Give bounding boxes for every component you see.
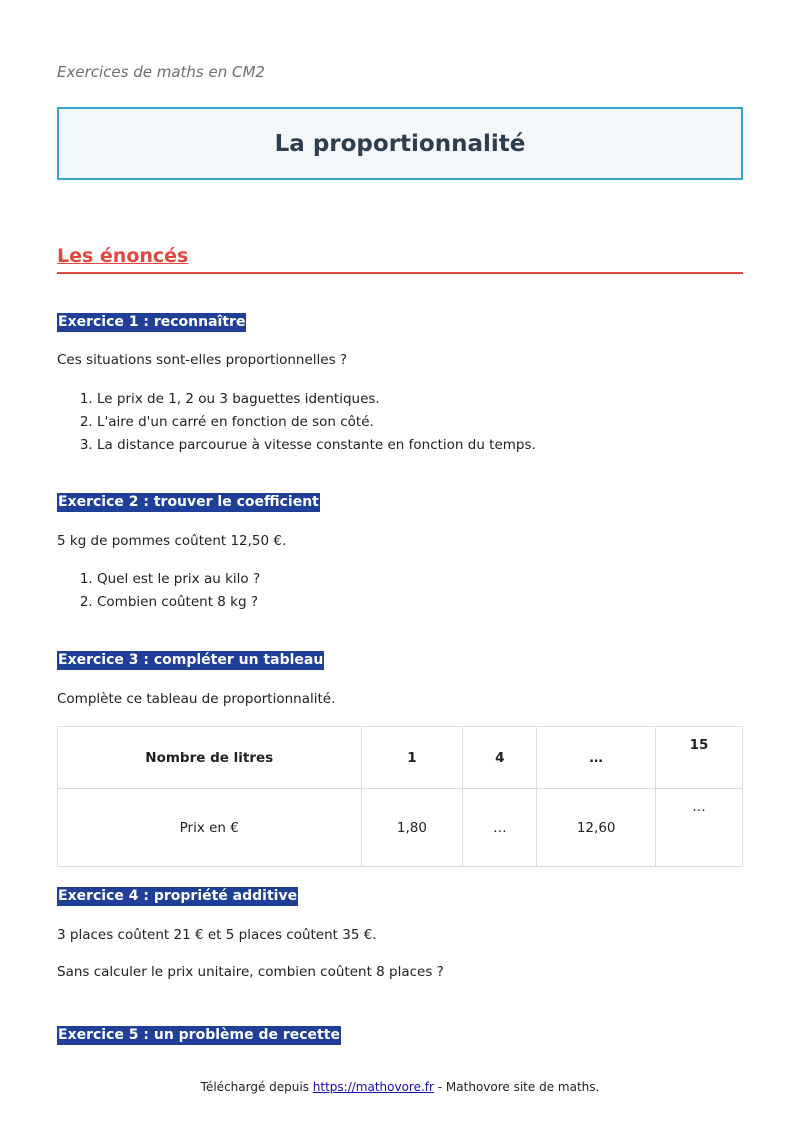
section-heading (57, 245, 743, 274)
table-row (58, 789, 743, 867)
table-cell: … (656, 789, 743, 867)
table-cell: … (537, 727, 656, 789)
page-subtitle: Exercices de maths en CM2 (57, 63, 265, 81)
exercise-3-intro: Complète ce tableau de proportionnalité. (57, 691, 336, 707)
footer-link[interactable]: https://mathovore.fr (312, 1080, 434, 1094)
footer-prefix: Téléchargé depuis (200, 1080, 313, 1094)
table-cell: 12,60 (537, 789, 656, 867)
list-item: 1. Quel est le prix au kilo ? (97, 571, 260, 594)
exercise-1-list (57, 391, 536, 460)
exercise-4-line-2: Sans calculer le prix unitaire, combien coûtent 8 places ? (57, 964, 444, 980)
table-cell: 1,80 (361, 789, 463, 867)
exercise-2-intro: 5 kg de pommes coûtent 12,50 €. (57, 533, 287, 549)
exercise-3-title: Exercice 3 : compléter un tableau (58, 652, 324, 668)
exercise-5-title: Exercice 5 : un problème de recette (58, 1027, 340, 1043)
exercise-1-intro: Ces situations sont-elles proportionnelles ? (57, 352, 348, 368)
table-cell: 4 (463, 727, 537, 789)
table-cell: Prix en € (58, 789, 362, 867)
list-item: 2. Combien coûtent 8 kg ? (97, 594, 260, 617)
table-cell: … (463, 789, 537, 867)
exercise-1-title: Exercice 1 : reconnaître (58, 314, 246, 330)
exercise-2-list (57, 571, 260, 617)
list-item: 2. L'aire d'un carré en fonction de son côté. (97, 414, 536, 437)
exercise-4-title: Exercice 4 : propriété additive (58, 888, 298, 904)
title-box (57, 107, 743, 180)
footer (0, 1080, 800, 1094)
page-title: La proportionnalité (274, 130, 526, 157)
list-item: 3. La distance parcourue à vitesse constante en fonction du temps. (97, 437, 536, 460)
table-cell: Nombre de litres (58, 727, 362, 789)
section-heading-text: Les énoncés (57, 245, 189, 267)
proportionality-table (57, 726, 743, 867)
table-cell: 15 (656, 727, 743, 789)
exercise-4-line-1: 3 places coûtent 21 € et 5 places coûtent 35 €. (57, 927, 377, 943)
list-item: 1. Le prix de 1, 2 ou 3 baguettes identiques. (97, 391, 536, 414)
footer-suffix: - Mathovore site de maths. (433, 1080, 600, 1094)
table-cell: 1 (361, 727, 463, 789)
table-row (58, 727, 743, 789)
exercise-2-title: Exercice 2 : trouver le coefficient (58, 494, 319, 510)
